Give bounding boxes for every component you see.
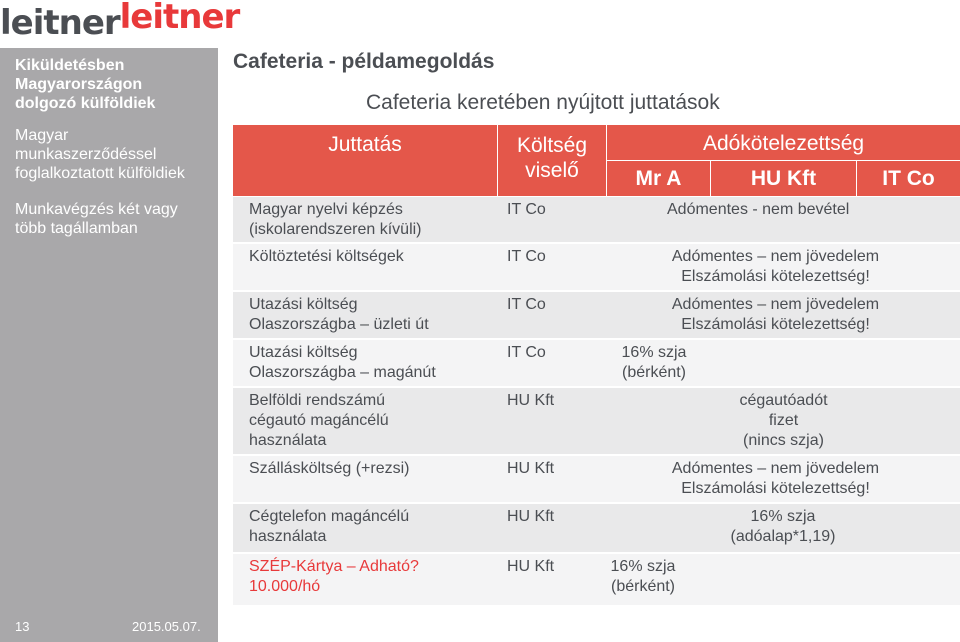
cell-viselo: HU Kft [507,508,555,525]
cell-line: cégautóadót [739,392,828,409]
cell-line: (bérként) [610,578,676,595]
cell-line: Magyar nyelvi képzés [249,201,403,218]
cell-line: Adómentes – nem jövedelem [671,460,880,477]
cell-viselo: IT Co [507,296,546,313]
cell-juttatas [249,391,389,451]
cell-juttatas [249,295,429,335]
cell-line: (iskolarendszeren kívüli) [249,221,422,238]
slide-footer [15,619,215,634]
header-adokotelezettseg: Adókötelezettség [607,125,960,160]
cell-line: 10.000/hó [249,578,321,595]
cell-line: Adómentes – nem jövedelem [671,296,880,313]
cell-ado [643,247,908,287]
cell-viselo: HU Kft [507,558,555,575]
header-bar [0,0,960,48]
table-row [233,197,960,244]
cell-line: (nincs szja) [743,432,824,449]
sidebar-item-line: több tagállamban [15,220,138,237]
sidebar-item-line: Magyar [15,127,69,144]
logo-text-red: leitner [119,0,240,37]
cell-viselo: IT Co [507,344,546,361]
cell-ado [599,343,709,383]
cell-viselo: HU Kft [507,460,555,477]
cell-line: (adóalap*1,19) [730,528,836,545]
cell-line: 16% szja [610,558,676,575]
table-row [233,244,960,292]
cell-ado [643,295,908,335]
table-row [233,388,960,456]
sidebar-item-line: Kiküldetésben [15,57,125,74]
cell-line: Olaszországba – üzleti út [249,316,429,333]
cell-line: Elszámolási kötelezettség! [681,480,870,497]
sidebar-item-line: munkaszerződéssel [15,146,157,163]
sidebar-item-line: dolgozó külföldiek [15,95,156,112]
header-viselo-line: viselő [525,159,579,182]
sidebar-item-kikuldetes[interactable] [15,56,155,113]
cell-juttatas: Szállásköltség (+rezsi) [249,460,410,477]
page-subtitle: Cafeteria keretében nyújtott juttatások [366,91,720,114]
header-juttatas: Juttatás [233,125,497,196]
cell-line: 16% szja [750,508,816,525]
juttatasok-table [233,125,960,605]
header-koltseg-line: Költség [516,134,588,157]
table-row [233,292,960,340]
slide-date: 2015.05.07. [132,619,201,634]
company-logo [0,2,239,44]
logo-text-dark: leitner [0,3,120,43]
cell-line: Adómentes – nem jövedelem [671,248,880,265]
cell-line: Utazási költség [249,344,358,361]
cell-line: (bérként) [621,364,687,381]
cell-line: Olaszországba – magánút [249,364,436,381]
cell-line: fizet [768,412,799,429]
cell-line: használata [249,528,327,545]
header-mr-a: Mr A [607,161,710,196]
cell-ado [711,391,856,451]
cell-viselo: IT Co [507,201,546,218]
table-row [233,340,960,388]
table-row [233,456,960,504]
cell-ado [588,557,698,597]
header-hu-kft: HU Kft [711,161,856,196]
header-it-co: IT Co [857,161,960,196]
sidebar-item-munkavegzes[interactable] [15,200,178,238]
cell-juttatas [249,557,419,597]
cell-ado [643,459,908,499]
table-row [233,554,960,605]
table-row [233,504,960,554]
page-title: Cafeteria - példamegoldás [233,50,495,73]
cell-viselo: IT Co [507,248,546,265]
cell-viselo: HU Kft [507,392,555,409]
sidebar-item-line: Magyarországon [15,76,143,93]
cell-ado: Adómentes - nem bevétel [667,201,850,218]
cell-line: 16% szja [621,344,687,361]
cell-juttatas [249,343,436,383]
cell-line: használata [249,432,327,449]
cell-juttatas [249,200,422,240]
cell-juttatas: Költöztetési költségek [249,248,404,265]
sidebar-item-line: Munkavégzés két vagy [15,201,178,218]
cell-line: Cégtelefon magáncélú [249,508,410,525]
sidebar [0,48,218,642]
cell-line: Elszámolási kötelezettség! [681,316,870,333]
cell-ado [693,507,873,547]
header-koltseg-viselo [498,125,606,196]
cell-line: SZÉP-Kártya – Adható? [249,558,419,575]
cell-line: Elszámolási kötelezettség! [681,268,870,285]
sidebar-item-line: foglalkoztatott külföldiek [15,165,185,182]
page-number: 13 [15,619,30,634]
cell-line: Utazási költség [249,296,358,313]
sidebar-item-munkaszerzodes[interactable] [15,126,185,183]
cell-juttatas [249,507,409,547]
cell-line: cégautó magáncélú [249,412,389,429]
cell-line: Belföldi rendszámú [249,392,386,409]
